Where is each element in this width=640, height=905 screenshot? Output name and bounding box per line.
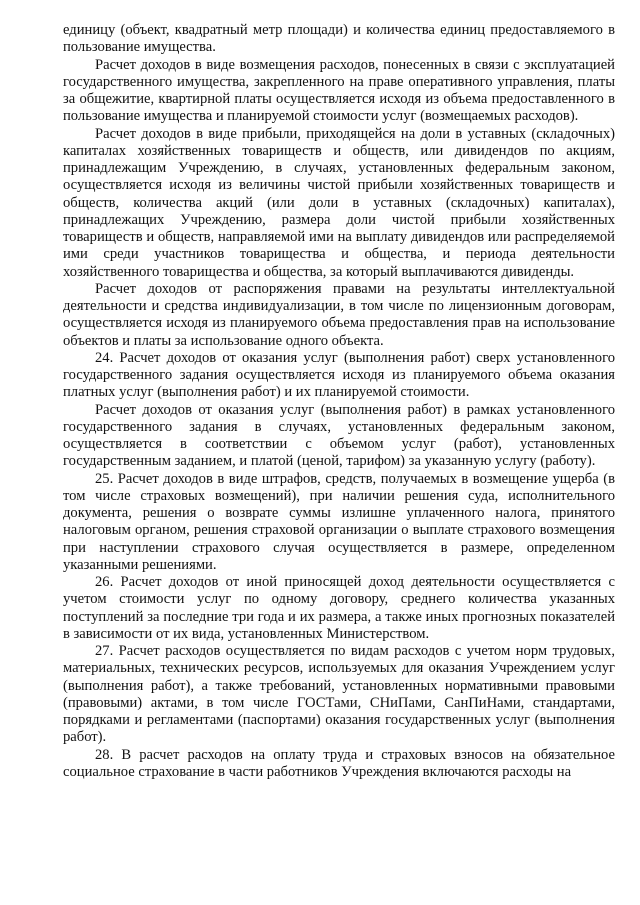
paragraph-profit-dividends: Расчет доходов в виде прибыли, приходящейся на доли в уставных (складочных) капиталах хозяйственных товариществ и обществ, или дивидендов по акциям, принадлежащим Учреждению, в случаях, установленных федеральным законом, осуществляется исходя из величины чистой прибыли хозяйственных товариществ и обществ, количества акций (или доли в уставных (складочных) капиталах), принадлежащих Учреждению, размера доли чистой прибыли хозяйственных товариществ и обществ, направляемой ими на выплату дивидендов или распределяемой ими среди участников товарищества и общества, и периода деятельности хозяйственного товарищества и общества, за который выплачиваются дивиденды. (63, 125, 615, 280)
paragraph-25: 25. Расчет доходов в виде штрафов, средств, получаемых в возмещение ущерба (в том числе страховых возмещений), при наличии решения суда, исполнительного документа, решения о возврате суммы излишне уплаченного налога, принятого налоговым органом, решения страховой организации о выплате страхового возмещения при наступлении страхового случая осуществляется в размере, определенном указанными решениями. (63, 470, 615, 573)
document-page (63, 22, 615, 781)
paragraph-28: 28. В расчет расходов на оплату труда и страховых взносов на обязательное социальное страхование в части работников Учреждения включаются расходы на (63, 746, 615, 780)
paragraph-expense-reimbursement: Расчет доходов в виде возмещения расходов, понесенных в связи с эксплуатацией государственного имущества, закрепленного на праве оперативного управления, платы за общежитие, квартирной платы осуществляется исходя из объема предоставленного в пользование имущества и планируемой стоимости услуг (возмещаемых расходов). (63, 56, 615, 125)
paragraph-intro-continued: единицу (объект, квадратный метр площади) и количества единиц предоставляемого в пользование имущества. (63, 22, 615, 56)
paragraph-27: 27. Расчет расходов осуществляется по видам расходов с учетом норм трудовых, материальных, технических ресурсов, используемых для оказания Учреждением услуг (выполнения работ), а также требований, установленных нормативными правовыми (правовыми) актами, в том числе ГОСТами, СНиПами, СанПиНами, стандартами, порядками и регламентами (паспортами) оказания государственных услуг (выполнения работ). (63, 643, 615, 746)
paragraph-26: 26. Расчет доходов от иной приносящей доход деятельности осуществляется с учетом стоимости услуг по одному договору, среднего количества указанных поступлений за последние три года и их размера, а также иных прогнозных показателей в зависимости от их вида, установленных Министерством. (63, 574, 615, 642)
paragraph-state-task-services: Расчет доходов от оказания услуг (выполнения работ) в рамках установленного государственного задания в случаях, установленных федеральным законом, осуществляется в соответствии с объемом услуг (работ), установленных государственным заданием, и платой (ценой, тарифом) за указанную услугу (работу). (63, 401, 615, 470)
paragraph-24: 24. Расчет доходов от оказания услуг (выполнения работ) сверх установленного государственного задания осуществляется исходя из планируемого объема оказания платных услуг (выполнения работ) и их планируемой стоимости. (63, 349, 615, 401)
paragraph-intellectual-property: Расчет доходов от распоряжения правами на результаты интеллектуальной деятельности и средства индивидуализации, в том числе по лицензионным договорам, осуществляется исходя из планируемого объема предоставления прав на использование объектов и платы за использование одного объекта. (63, 280, 615, 349)
